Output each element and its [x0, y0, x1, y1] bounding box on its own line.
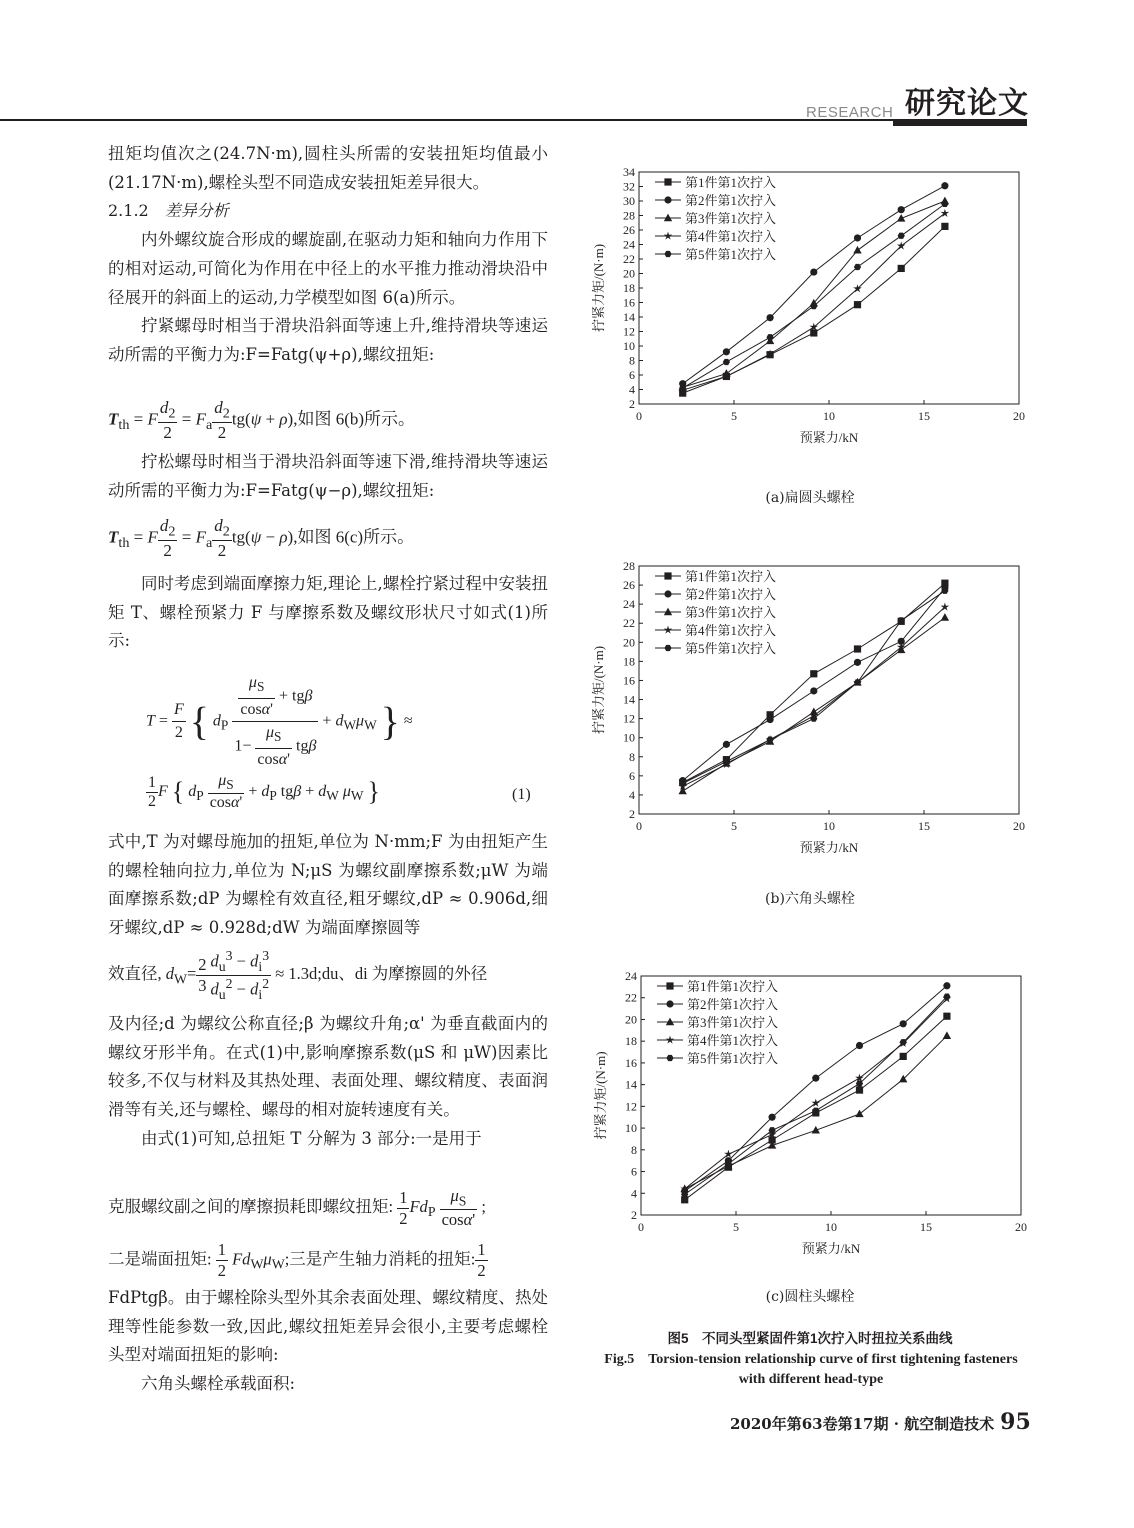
data-point: [723, 348, 730, 355]
left-column-4: [108, 828, 548, 943]
data-point: [810, 687, 817, 694]
x-axis-label: 预紧力/kN: [799, 840, 859, 855]
figure-title-en: [588, 1350, 1034, 1390]
equation-tighten: $T_{th} = F$ $\frac{d_2}{2}$ = $F_a$ $\frac{d_2}{2}$ tg(ψ + ρ),如图 6(b)所示。: [108, 398, 416, 443]
y-tick-label: 22: [623, 616, 635, 631]
data-point: [900, 1020, 907, 1027]
legend-label: 第5件第1次拧入: [685, 641, 777, 656]
data-point: [943, 982, 950, 989]
y-tick-label: 16: [623, 673, 635, 688]
y-tick-label: 10: [623, 339, 635, 353]
equation-end-torque: 二是端面扭矩: $\frac{1}{2}$ $Fd_W\mu_W$;三是产生轴力消耗的扭矩: $\frac{1}{2}$: [108, 1240, 486, 1280]
data-point: [898, 206, 905, 213]
y-tick-label: 32: [623, 179, 635, 194]
legend-label: 第3件第1次拧入: [685, 605, 777, 620]
data-point: [767, 716, 774, 723]
x-tick-label: 10: [823, 409, 835, 423]
legend-marker: [664, 196, 671, 203]
equation-thread-torque: 克服螺纹副之间的摩擦损耗即螺纹扭矩: $\frac{1}{2}$ $Fd_P$ $\frac{\mu_S}{\cos\alpha'}$ ;: [108, 1186, 486, 1230]
y-tick-label: 12: [625, 1099, 637, 1114]
y-tick-label: 2: [629, 397, 635, 411]
legend-label: 第2件第1次拧入: [687, 997, 779, 1012]
y-tick-label: 14: [625, 1077, 637, 1092]
x-tick-label: 20: [1013, 819, 1025, 833]
x-axis-label: 预紧力/kN: [801, 1241, 861, 1256]
y-tick-label: 4: [631, 1186, 637, 1201]
data-point: [900, 1053, 907, 1060]
x-tick-label: 10: [825, 1220, 837, 1234]
legend-marker: [666, 982, 673, 989]
legend-label: 第5件第1次拧入: [687, 1051, 779, 1066]
y-tick-label: 22: [625, 990, 637, 1005]
x-tick-label: 0: [636, 819, 642, 833]
subsection-number: 2.1.2: [108, 201, 149, 221]
x-tick-label: 15: [918, 819, 930, 833]
figure-title-en-line1: Fig.5 Torsion-tension relationship curve of first tightening fasteners: [604, 1352, 1018, 1367]
subsection-title: 差异分析: [164, 201, 229, 221]
x-tick-label: 15: [920, 1220, 932, 1234]
data-point: [723, 741, 730, 748]
equation-dw-tail: ≈ 1.3d;du、di 为摩擦圆的外径: [275, 964, 488, 984]
thread-torque-label: 克服螺纹副之间的摩擦损耗即螺纹扭矩:: [108, 1196, 394, 1216]
y-tick-label: 14: [623, 310, 635, 324]
chart-b: [584, 556, 1034, 866]
y-tick-label: 2: [629, 807, 635, 821]
data-point: [769, 1114, 776, 1121]
data-point: [943, 1013, 950, 1020]
data-point: [941, 613, 949, 621]
equation-loosen-tail: ,如图 6(c)所示。: [293, 527, 415, 547]
paragraph-13: 六角头螺栓承载面积:: [141, 1374, 296, 1394]
y-tick-label: 34: [623, 165, 635, 179]
legend-label: 第1件第1次拧入: [685, 569, 777, 584]
figure-title-cn: 图5 不同头型紧固件第1次拧入时扭拉关系曲线: [667, 1331, 953, 1346]
legend-marker: [664, 645, 671, 651]
left-column-6: [108, 1284, 548, 1399]
y-tick-label: 12: [623, 711, 635, 726]
left-column-5: [108, 1010, 548, 1154]
end-torque-label: 二是端面扭矩:: [108, 1249, 212, 1269]
equation-1-line1: T = $\frac{F}{2}$ { $d_P$ $\frac{\mu_S}{\cos\alpha'}$ + tgβ 1− $\frac{\mu_S}{\cos\alpha'}$ tgβ + $d_W\mu_W$ } ≈: [146, 674, 413, 769]
data-point: [897, 214, 905, 222]
chart-c: [584, 958, 1034, 1270]
x-tick-label: 15: [918, 409, 930, 423]
chart-b-caption: (b)六角头螺栓: [765, 891, 855, 907]
chart-a: [584, 150, 1034, 470]
data-point: [941, 182, 948, 189]
y-tick-label: 20: [623, 266, 635, 281]
x-tick-label: 5: [731, 819, 737, 833]
y-tick-label: 26: [623, 578, 635, 593]
legend-marker: [664, 572, 671, 579]
page-footer: [730, 1409, 1031, 1435]
x-tick-label: 20: [1013, 409, 1025, 423]
y-tick-label: 2: [631, 1208, 637, 1222]
legend-marker: [666, 1000, 673, 1007]
paragraph-3: 拧紧螺母时相当于滑块沿斜面等速上升,维持滑块等速运动所需的平衡力为:F=Fatg(ψ+ρ),螺纹扭矩:: [108, 316, 548, 364]
legend-label: 第4件第1次拧入: [687, 1033, 779, 1048]
section-label-en: RESEARCH: [806, 104, 894, 121]
paragraph-12: FdPtgβ。由于螺栓除头型外其余表面处理、螺纹精度、热处理等性能参数一致,因此,螺纹扭矩差异会很小,主要考虑螺栓头型对端面扭矩的影响:: [108, 1288, 548, 1365]
legend-marker: [664, 178, 671, 185]
y-tick-label: 10: [623, 730, 635, 745]
y-tick-label: 16: [623, 295, 635, 310]
legend-label: 第1件第1次拧入: [685, 175, 777, 190]
y-tick-label: 20: [623, 635, 635, 650]
x-tick-label: 0: [638, 1220, 644, 1234]
y-tick-label: 8: [629, 353, 635, 368]
paragraph-2: 内外螺纹旋合形成的螺旋副,在驱动力矩和轴向力作用下的相对运动,可简化为作用在中径上的水平推力推动滑块沿中径展开的斜面上的运动,力学模型如图 6(a)所示。: [108, 230, 548, 307]
y-tick-label: 28: [623, 208, 635, 223]
subsection-heading: [108, 197, 548, 226]
y-tick-label: 24: [623, 237, 635, 252]
data-point: [856, 1042, 863, 1049]
paragraph-4: 拧松螺母时相当于滑块沿斜面等速下滑,维持滑块等速运动所需的平衡力为:F=Fatg(ψ−ρ),螺纹扭矩:: [108, 452, 548, 500]
x-axis-label: 预紧力/kN: [799, 430, 859, 445]
legend-marker: [664, 251, 671, 257]
y-tick-label: 10: [625, 1121, 637, 1136]
equation-1-number: (1): [512, 786, 531, 803]
y-tick-label: 24: [625, 969, 637, 983]
y-tick-label: 18: [623, 654, 635, 669]
y-tick-label: 8: [631, 1142, 637, 1157]
legend-label: 第4件第1次拧入: [685, 623, 777, 638]
legend-label: 第2件第1次拧入: [685, 193, 777, 208]
chart-a-caption: (a)扁圆头螺栓: [765, 490, 855, 506]
paragraph-6: 式中,T 为对螺母施加的扭矩,单位为 N·mm;F 为由扭矩产生的螺栓轴向拉力,单位为 N;μS 为螺纹副摩擦系数;μW 为端面摩擦系数;dP 为螺栓有效直径,粗牙螺纹,dP ≈ 0.906d,细牙螺纹,dP ≈ 0.928d;dW 为端面摩擦圆等: [108, 832, 548, 938]
paragraph-9: 由式(1)可知,总扭矩 T 分解为 3 部分:一是用于: [141, 1128, 482, 1148]
data-point: [855, 1110, 863, 1118]
y-tick-label: 30: [623, 194, 635, 208]
equation-dw-head: 效直径,: [108, 964, 162, 984]
x-tick-label: 5: [733, 1220, 739, 1234]
data-point: [810, 268, 817, 275]
equation-dw: 效直径, $d_W=$ $\frac{2}{3}$ $\frac{d_u^3 - d_i^3}{d_u^2 - d_i^2}$ ≈ 1.3d;du、di 为摩擦圆的外径: [108, 948, 488, 1002]
y-tick-label: 24: [623, 597, 635, 612]
legend-label: 第4件第1次拧入: [685, 229, 777, 244]
legend-label: 第5件第1次拧入: [685, 247, 777, 262]
x-tick-label: 5: [731, 409, 737, 423]
legend-marker: [666, 1018, 674, 1026]
legend-marker: [664, 590, 671, 597]
equation-loosen: $T_{th} = F$ $\frac{d_2}{2}$ = $F_a$ $\frac{d_2}{2}$ tg(ψ − ρ),如图 6(c)所示。: [108, 516, 415, 561]
y-axis-label: 拧紧力矩/(N·m): [591, 243, 606, 333]
y-tick-label: 20: [625, 1012, 637, 1027]
legend-label: 第3件第1次拧入: [687, 1015, 779, 1030]
page-number: 95: [1000, 1409, 1031, 1435]
legend-marker: [666, 1055, 673, 1061]
y-tick-label: 28: [623, 559, 635, 573]
y-tick-label: 4: [629, 382, 635, 397]
y-tick-label: 18: [625, 1034, 637, 1049]
y-axis-label: 拧紧力矩/(N·m): [591, 645, 606, 735]
y-tick-label: 6: [631, 1164, 637, 1179]
legend-label: 第3件第1次拧入: [685, 211, 777, 226]
data-point: [812, 1075, 819, 1082]
y-tick-label: 6: [629, 368, 635, 382]
data-point: [854, 645, 861, 652]
data-point: [943, 1031, 951, 1039]
y-tick-label: 4: [629, 787, 635, 802]
journal-info: 2020年第63卷第17期 · 航空制造技术: [730, 1415, 995, 1433]
x-tick-label: 0: [636, 409, 642, 423]
data-point: [856, 1086, 863, 1093]
chart-c-caption: (c)圆柱头螺栓: [765, 1289, 855, 1305]
y-tick-label: 22: [623, 252, 635, 266]
legend-label: 第2件第1次拧入: [685, 587, 777, 602]
paragraph-8: 及内径;d 为螺纹公称直径;β 为螺纹升角;α' 为垂直截面内的螺纹牙形半角。在式(1)中,影响摩擦系数(μS 和 μW)因素比较多,不仅与材料及其热处理、表面处理、螺纹精度、表面润滑等有关,还与螺栓、螺母的相对旋转速度有关。: [108, 1014, 548, 1120]
data-point: [810, 670, 817, 677]
y-tick-label: 18: [623, 281, 635, 295]
y-tick-label: 12: [623, 324, 635, 339]
data-point: [854, 234, 861, 241]
y-tick-label: 16: [625, 1055, 637, 1070]
axial-torque-label: ;三是产生轴力消耗的扭矩:: [284, 1249, 476, 1269]
paragraph-5: 同时考虑到端面摩擦力矩,理论上,螺栓拧紧过程中安装扭矩 T、螺栓预紧力 F 与摩擦系数及螺纹形状尺寸如式(1)所示:: [108, 574, 548, 651]
legend-marker: [664, 608, 672, 616]
section-label-cn: 研究论文: [905, 86, 1029, 121]
data-point: [723, 359, 730, 365]
data-point: [898, 265, 905, 272]
y-axis-label: 拧紧力矩/(N·m): [593, 1051, 608, 1140]
left-column-2: [108, 448, 548, 505]
data-point: [854, 301, 861, 308]
left-column: [108, 140, 548, 370]
equation-1-line2: $\frac{1}{2}$ F { $d_P$ $\frac{\mu_S}{\cos\alpha'}$ + $d_P$ $tg\beta + d_W$ $\mu_W$ }: [148, 772, 380, 812]
y-tick-label: 14: [623, 692, 635, 707]
data-point: [854, 659, 861, 666]
x-tick-label: 20: [1015, 1220, 1027, 1234]
y-tick-label: 26: [623, 223, 635, 237]
data-point: [941, 223, 948, 230]
data-point: [853, 246, 861, 254]
left-column-3: [108, 570, 548, 656]
legend-marker: [664, 214, 672, 222]
legend-label: 第1件第1次拧入: [687, 979, 779, 994]
data-point: [767, 314, 774, 321]
y-tick-label: 6: [629, 768, 635, 783]
y-tick-label: 8: [629, 749, 635, 764]
equation-tighten-tail: ,如图 6(b)所示。: [293, 409, 416, 429]
x-tick-label: 10: [823, 819, 835, 833]
paragraph-1: 扭矩均值次之(24.7N·m),圆柱头所需的安装扭矩均值最小(21.17N·m),螺栓头型不同造成安装扭矩差异很大。: [108, 144, 548, 192]
figure-title-en-line2: with different head-type: [738, 1372, 884, 1387]
